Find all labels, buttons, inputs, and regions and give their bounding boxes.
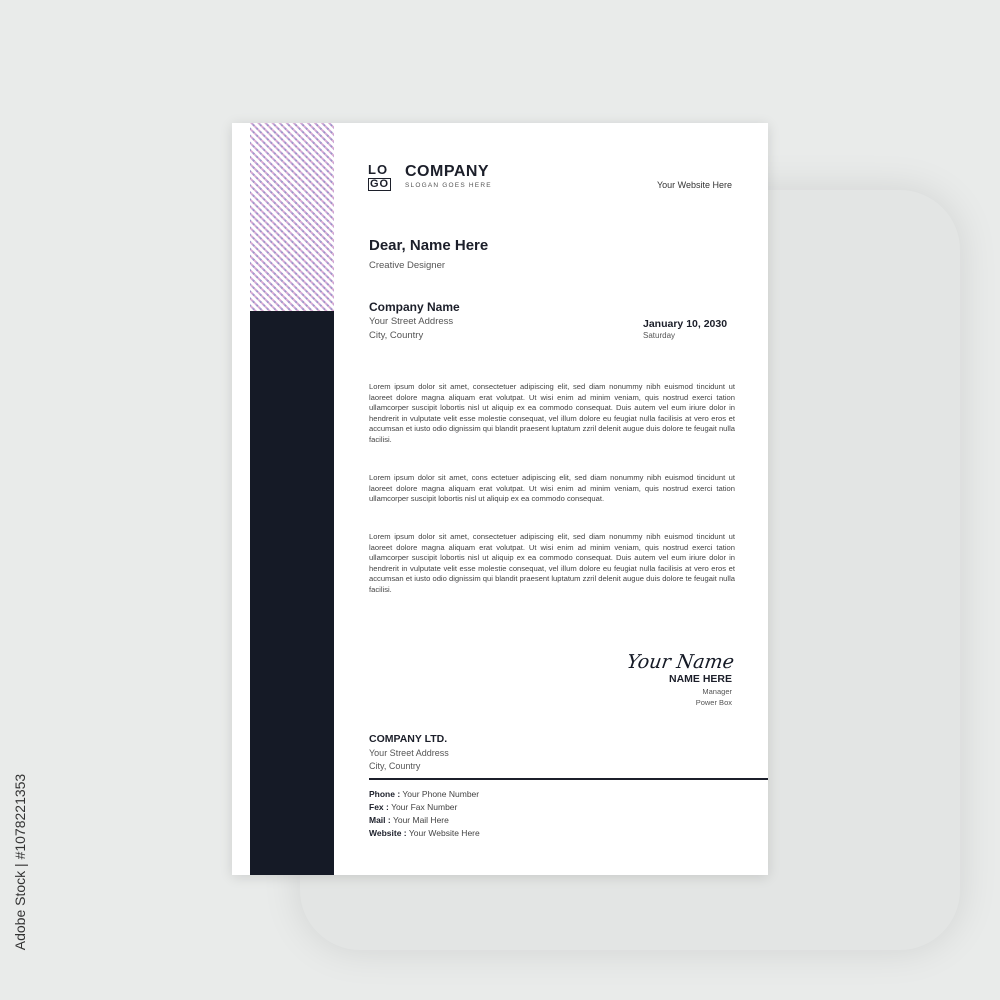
contact-mail: [369, 815, 449, 825]
header-website: Your Website Here: [656, 180, 732, 190]
handwritten-signature: Your Name: [625, 651, 736, 673]
recipient-city: City, Country: [369, 330, 424, 341]
contact-label: Phone :: [369, 789, 401, 799]
logo-row-1: LO: [368, 162, 389, 177]
logo-mark: [368, 163, 394, 193]
contact-value: Your Fax Number: [391, 802, 458, 812]
footer-company: COMPANY LTD.: [369, 733, 448, 745]
footer-divider: [369, 778, 768, 780]
footer-city: City, Country: [369, 761, 421, 771]
salutation: Dear, Name Here: [369, 237, 489, 254]
logo-row-2: GO: [370, 178, 390, 190]
letter-date: January 10, 2030: [643, 318, 728, 330]
contact-website: [369, 828, 480, 838]
body-paragraph-3: Lorem ipsum dolor sit amet, consectetuer adipiscing elit, sed diam nonummy nibh euismod tincidunt ut laoreet dolore magna aliquam erat volutpat. Ut wisi enim ad minim veniam, quis nostrud exerci tation ullamcorper suscipit lobortis nisl ut aliquip ex ea commodo consequat. Duis autem vel eum iriure dolor in hendrerit in vulputate velit esse molestie consequat, vel illum dolore eu feugiat nulla facilisis at vero eros et accumsan et iusto odio dignissim qui blandit praesent luptatum zzril delenit augue duis dolore te feugait nulla facilisi.: [369, 532, 735, 594]
dark-side-band: [250, 311, 334, 875]
footer-street: Your Street Address: [369, 748, 449, 758]
letterhead-page: [232, 123, 768, 875]
contact-value: Your Phone Number: [402, 789, 480, 799]
contact-value: Your Website Here: [408, 828, 480, 838]
signer-name: NAME HERE: [668, 673, 732, 685]
sender-role: Creative Designer: [369, 260, 446, 271]
stock-id-text: Adobe Stock | #1078221353: [12, 773, 29, 951]
recipient-street: Your Street Address: [369, 316, 454, 327]
signer-title: Manager: [702, 687, 732, 696]
contact-phone: [369, 789, 479, 799]
company-slogan: SLOGAN GOES HERE: [405, 182, 492, 189]
contact-label: Mail :: [369, 815, 391, 825]
contact-label: Fex :: [369, 802, 389, 812]
signer-org: Power Box: [695, 698, 732, 707]
stock-id-label: [8, 757, 32, 967]
body-paragraph-1: Lorem ipsum dolor sit amet, consectetuer adipiscing elit, sed diam nonummy nibh euismod tincidunt ut laoreet dolore magna aliquam erat volutpat. Ut wisi enim ad minim veniam, quis nostrud exerci tation ullamcorper suscipit lobortis nisl ut aliquip ex ea commodo consequat. Duis autem vel eum iriure dolor in hendrerit in vulputate velit esse molestie consequat, vel illum dolore eu feugiat nulla facilisis at vero eros et accumsan et iusto odio dignissim qui blandit praesent luptatum zzril delenit augue duis dolore te feugait nulla facilisi.: [369, 382, 735, 444]
contact-label: Website :: [369, 828, 407, 838]
letter-weekday: Saturday: [643, 331, 676, 340]
company-title: COMPANY: [405, 163, 490, 180]
contact-fax: [369, 802, 457, 812]
recipient-company: Company Name: [369, 300, 460, 314]
diagonal-stripe-decoration: [250, 123, 334, 311]
body-paragraph-2: Lorem ipsum dolor sit amet, cons ectetuer adipiscing elit, sed diam nonummy nibh euismod tincidunt ut laoreet dolore magna aliquam erat volutpat. Ut wisi enim ad minim veniam, quis nostrud exerci tation ullamcorper suscipit lobortis nisl ut aliquip ex ea commodo consequat.: [369, 473, 735, 504]
contact-value: Your Mail Here: [392, 815, 449, 825]
